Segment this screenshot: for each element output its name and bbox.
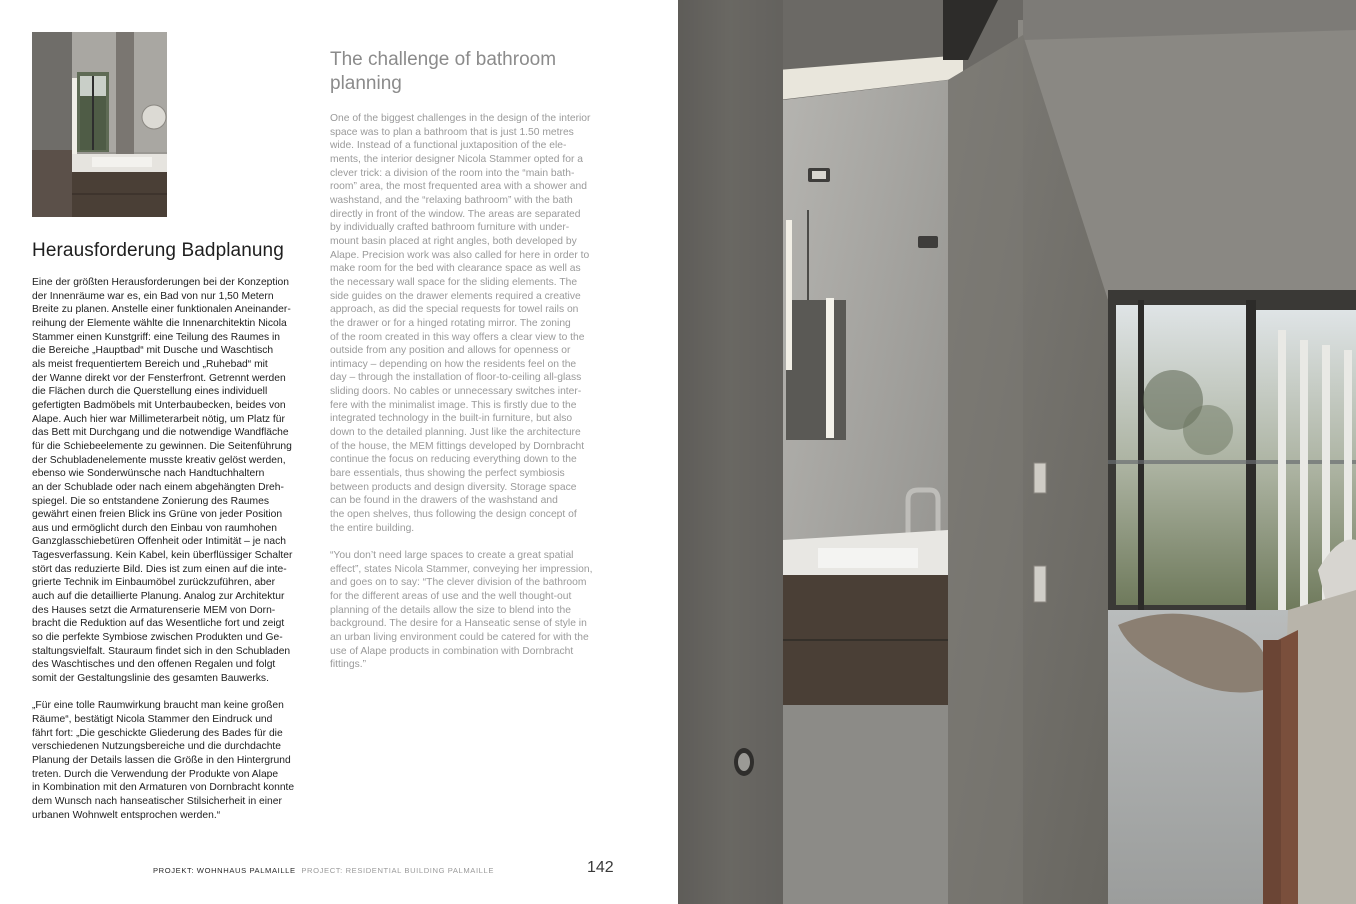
page-number: 142: [587, 859, 614, 876]
english-heading: The challenge of bathroom planning: [330, 49, 557, 94]
bathroom-interior-photo: [678, 0, 1356, 904]
bathroom-thumbnail-photo: [32, 32, 167, 217]
page-footer: [153, 866, 494, 875]
german-paragraph-1: Eine der größten Herausforderungen bei der Konzeption der Innenräume war es, ein Bad von nur 1,50 Metern Breite zu planen. Anstelle einer funktionalen Aneinander- reihung der Elemente wählte die Innenarchitektin Nicola Stammer einen Kunstgriff: eine Teilung des Raumes in die Bereiche „Hauptbad“ mit Dusche und Waschtisch als meist frequentiertem Bereich und „Ruhebad“ mit der Wanne direkt vor der Fensterfront. Getrennt werden die Flächen durch die Querstellung eines individuell gefertigten Badmöbels mit Unterbaubecken, beides von Alape. Auch hier war Millimeterarbeit nötig, um Platz für das Bett mit Durchgang und die notwendige Wandfläche für die Schiebeelemente zu gewinnen. Die Seitenführung der Schubladenelemente musste kreativ gelöst werden, ebenso wie Sonderwünsche nach Handtuchhaltern an der Schublade oder nach einem abgehängten Dreh- spiegel. Die so entstandene Zonierung des Raumes gewährt einen freien Blick ins Grüne von jeder Position aus und ermöglicht durch den Einbau von raumhohen Ganzglasschiebetüren Offenheit oder Intimität – je nach Tagesverfassung. Kein Kabel, kein überflüssiger Schalter stört das reduzierte Bild. Dies ist zum einen auf die inte- grierte Technik im Einbaumöbel zurückzuführen, aber auch auf die detaillierte Planung. Analog zur Architektur des Hauses setzt die Armaturenserie MEM von Dorn- bracht die Reduktion auf das Wesentliche fort und zeigt so die perfekte Symbiose zwischen Produkten und Ge- staltungsvielfalt. Stauraum findet sich in den Schubladen des Waschtisches und den offenen Regalen und folgt somit der Gestaltungslinie des gesamten Bauwerks.: [32, 277, 293, 685]
english-paragraph-2: “You don’t need large spaces to create a great spatial effect”, states Nicola Stammer, conveying her impression, and goes on to say: “The clever division of the bathroom for the different areas of use and the well thought-out planning of the details allow the size to blend into the background. The desire for a Hanseatic sense of style in an urban living environment could be catered for with the use of Alape products in combination with Dornbracht fittings.”: [330, 549, 593, 671]
footer-project-english: PROJECT: RESIDENTIAL BUILDING PALMAILLE: [301, 866, 494, 875]
german-paragraph-2: „Für eine tolle Raumwirkung braucht man keine großen Räume“, bestätigt Nicola Stammer den Eindruck und fährt fort: „Die geschickte Gliederung des Bades für die verschiedenen Nutzungsbereiche und die durchdachte Planung der Details lassen die Größe in den Hintergrund treten. Durch die Verwendung der Produkte von Alape in Kombination mit den Armaturen von Dornbracht konnte dem Wunsch nach hanseatischer Stilsicherheit in einer urbanen Wohnwelt entsprochen werden.“: [32, 700, 295, 821]
german-body-text: [32, 276, 316, 836]
footer-project-german: PROJEKT: WOHNHAUS PALMAILLE: [153, 866, 296, 875]
german-heading: Herausforderung Badplanung: [32, 240, 284, 261]
english-body-text: [330, 112, 620, 685]
english-paragraph-1: One of the biggest challenges in the design of the interior space was to plan a bathroom that is just 1.50 metres wide. Instead of a functional juxtaposition of the ele- ments, the interior designer Nicola Stammer opted for a clever trick: a division of the room into the “main bath- room” area, the most frequented area with a shower and washstand, and the “relaxing bathroom” with the bath directly in front of the window. The areas are separated by individually crafted bathroom furniture with under- mount basin placed at right angles, both developed by Alape. Precision work was also called for here in order to make room for the bed with clearance space as well as the necessary wall space for the sliding elements. The side guides on the drawer elements required a creative approach, as did the special requests for towel rails on the drawer or for a hinged rotating mirror. The zoning of the room created in this way offers a clear view to the outside from any position and allows for openness or intimacy – depending on how the residents feel on the day – through the installation of floor-to-ceiling all-glass sliding doors. No cables or unnecessary switches inter- fere with the minimalist image. This is firstly due to the integrated technology in the built-in furniture, but also down to the detailed planning. Just like the architecture of the house, the MEM fittings developed by Dornbracht continue the focus on reducing everything down to the bare essentials, thus showing the perfect symbiosis between products and design diversity. Storage space can be found in the drawers of the washstand and the open shelves, thus following the design concept of the entire building.: [330, 113, 591, 534]
